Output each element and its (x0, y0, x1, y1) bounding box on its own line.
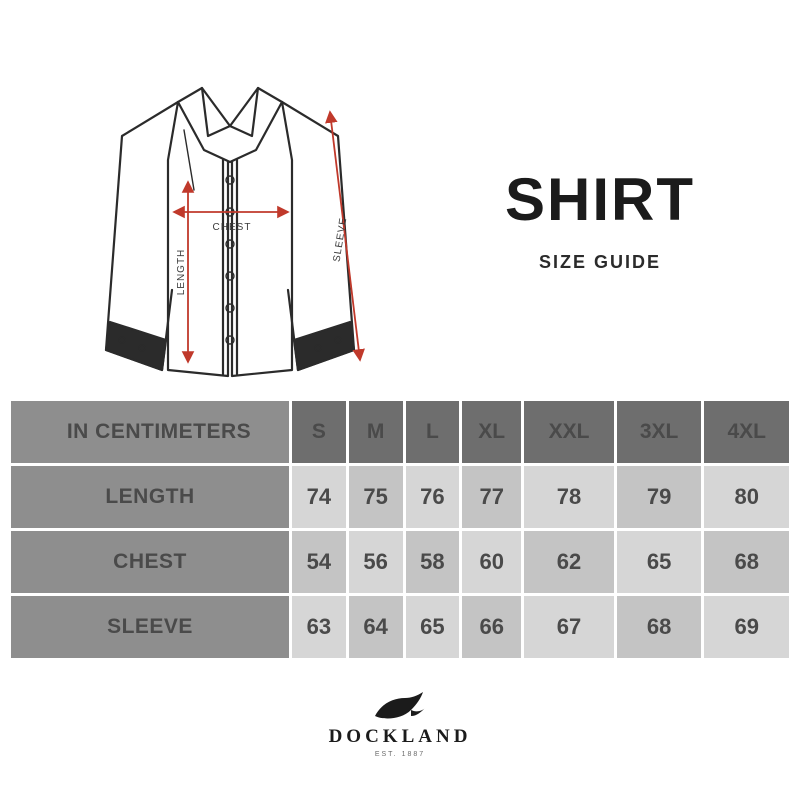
length-xxl: 78 (524, 466, 614, 528)
length-3xl: 79 (617, 466, 702, 528)
sleeve-3xl: 68 (617, 596, 702, 658)
unit-header-cell: IN CENTIMETERS (11, 401, 289, 463)
chest-dimension-label: CHEST (212, 222, 252, 233)
row-label-sleeve: SLEEVE (11, 596, 289, 658)
size-header-s: S (292, 401, 346, 463)
sleeve-s: 63 (292, 596, 346, 658)
size-header-4xl: 4XL (704, 401, 789, 463)
table-row-length (11, 466, 789, 528)
sleeve-xxl: 67 (524, 596, 614, 658)
size-header-xxl: XXL (524, 401, 614, 463)
brand-name: DOCKLAND (328, 726, 472, 747)
size-header-3xl: 3XL (617, 401, 702, 463)
table-row-chest (11, 531, 789, 593)
chest-s: 54 (292, 531, 346, 593)
length-xl: 77 (462, 466, 521, 528)
chest-xl: 60 (462, 531, 521, 593)
size-header-m: M (349, 401, 403, 463)
chest-xxl: 62 (524, 531, 614, 593)
size-chart-table (8, 398, 792, 661)
sleeve-dimension-label: SLEEVE (331, 216, 350, 263)
sleeve-l: 65 (406, 596, 460, 658)
page-title: SHIRT (505, 166, 695, 233)
length-m: 75 (349, 466, 403, 528)
size-header-xl: XL (462, 401, 521, 463)
page-subtitle: SIZE GUIDE (538, 252, 661, 272)
row-label-length: LENGTH (11, 466, 289, 528)
length-l: 76 (406, 466, 460, 528)
whale-icon (371, 690, 429, 722)
length-4xl: 80 (704, 466, 789, 528)
sleeve-m: 64 (349, 596, 403, 658)
chest-l: 58 (406, 531, 460, 593)
brand-footer (0, 690, 800, 758)
table-row-sleeve (11, 596, 789, 658)
row-label-chest: CHEST (11, 531, 289, 593)
brand-established: EST. 1887 (374, 751, 426, 758)
table-header-row (11, 401, 789, 463)
size-header-l: L (406, 401, 460, 463)
length-dimension-label: LENGTH (176, 248, 187, 296)
length-s: 74 (292, 466, 346, 528)
shirt-illustration (60, 40, 400, 380)
chest-4xl: 68 (704, 531, 789, 593)
chest-m: 56 (349, 531, 403, 593)
title-block (420, 166, 780, 273)
sleeve-xl: 66 (462, 596, 521, 658)
chest-3xl: 65 (617, 531, 702, 593)
sleeve-4xl: 69 (704, 596, 789, 658)
